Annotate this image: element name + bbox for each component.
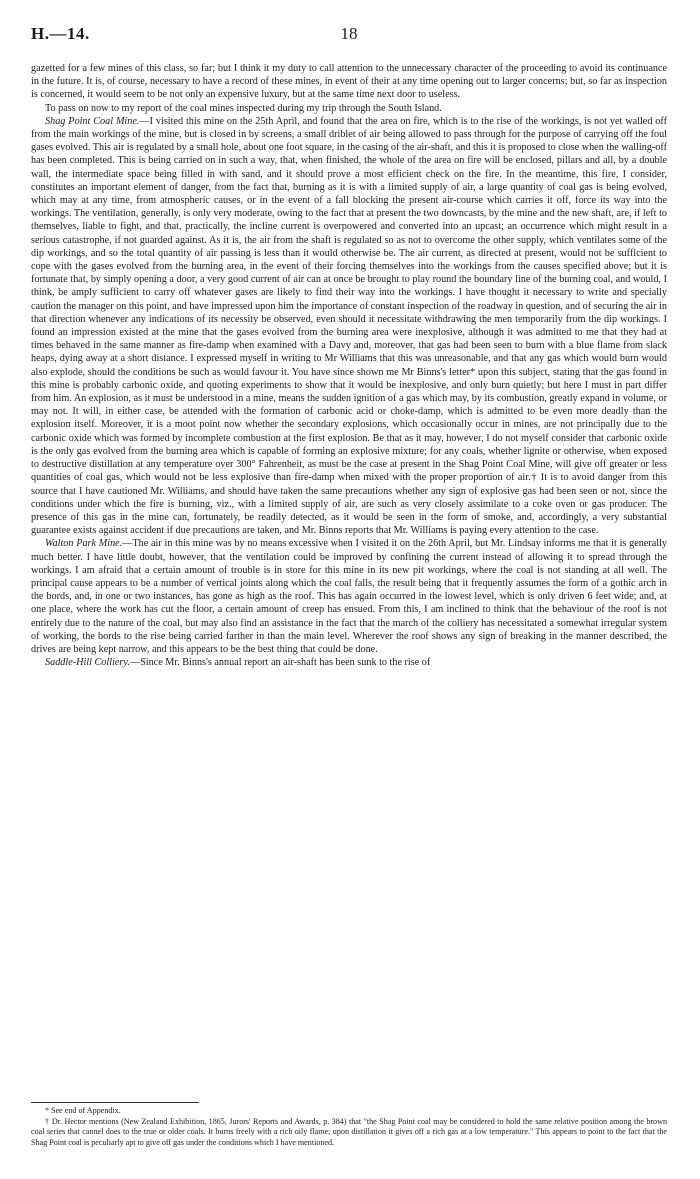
paragraph-gazetted-mines: gazetted for a few mines of this class, so far; but I think it my duty to call attention to the unnecessary character of the proceeding to avoid its continuance in the future. It is, of course, necessary to have a record of these mines, in event of their at any time opening out to larger concerns; but, so far as inspection is concerned, it would seem to be not only an expensive luxury, but at the same time next door to useless. xyxy=(31,63,667,101)
section-title-shag-point: Shag Point Coal Mine. xyxy=(45,115,140,127)
paragraph-south-island-intro: To pass on now to my report of the coal mines inspected during my trip through the South Island. xyxy=(45,102,442,114)
document-code: H.—14. xyxy=(31,24,90,43)
footnote-appendix: * See end of Appendix. xyxy=(45,1106,121,1115)
report-body xyxy=(31,62,667,669)
page-number: 18 xyxy=(340,24,358,43)
section-title-walton-park: Walton Park Mine. xyxy=(45,538,123,550)
footnote-divider xyxy=(31,1102,199,1103)
footnotes xyxy=(31,1106,667,1148)
page-header xyxy=(31,24,667,48)
footnote-dr-hector: † Dr. Hector mentions (New Zealand Exhibition, 1865, Jurors' Reports and Awards, p. 384) that "the Shag Point coal may be considered to hold the same relative position among the brown coal series that cannel does to the true or older coals. It burns freely with a rich oily flame; upon distillation it gives off a rich gas at a low temperature." This appears to point to the fact that the Shag Point coal is peculiarly apt to give off gas under the conditions which I have mentioned. xyxy=(31,1116,667,1147)
section-title-saddle-hill: Saddle-Hill Colliery. xyxy=(45,657,130,669)
paragraph-saddle-hill: Saddle-Hill Colliery.—Since Mr. Binns's annual report an air-shaft has been sunk to the rise of xyxy=(45,657,431,669)
paragraph-shag-point: Shag Point Coal Mine.—I visited this mine on the 25th April, and found that the area on fire, which is to the rise of the workings, is not yet walled off from the main workings of the mine, but is closed in by screens, a small driblet of air being allowed to pass through for the purpose of carrying off the foul gases evolved. This air is regulated by a small hole, about one foot square, in the casing of the air-shaft, and this it is proposed to close when the walling-off has been completed. This is being carried on in such a way, that, when finished, the whole of the area on fire will be enclosed, pillars and all, by a double wall, the intermediate space being filled in with sand, and it should prove a most efficient check on the fire. In the meantime, this fire, I consider, constitutes an important element of danger, from the fact that, burning as it is with a limited supply of air, a large quantity of coal gas is being evolved, which may at any time, from atmospheric causes, or in the event of a fall blocking the present air-course which carries it off, force its way into the workings. The ventilation, generally, is only very moderate, owing to the fact that at present the two downcasts, by the mine and the new shaft, are, if left to themselves, liable to fight, and that, practically, the incline current is overpowered and converted into an upcast; an occurrence which might result in a serious catastrophe, if not guarded against. As it is, the air from the shaft is regulated so as not to overcome the other supply, which ventilates some of the dip workings, and so the total quantity of air passing is less than it would otherwise be. The air current, as directed at present, would not be sufficient to cope with the gases evolved from the burning area, in the event of their forcing themselves into the workings from the causes specified above; but it is fortunate that, by simply opening a door, a very good current of air can at once be brought to play round the boundary line of the burning coal, and would, I think, be amply sufficient to carry off whatever gases are likely to find their way into the workings. I have thought it necessary to write and specially caution the manager on this point, and have impressed upon him the importance of constant inspection of the roadway in question, and of securing the air in that direction whenever any indications of its necessity be observed, even should it necessitate withdrawing the men temporarily from the dip workings. I found an impression existed at the mine that the gases evolved from the burning area were inexplosive, although it was admitted to me that they had at times behaved in the same manner as fire-damp when examined with a Davy and, moreover, that gas had been seen to burn with a blue flame from slack heaps, dying away at a short distance. I expressed myself in writing to Mr Williams that this was unreasonable, and that any gas which would burn would also explode, should the conditions be such as would favour it. You have since shown me Mr Binns's letter* upon this subject, stating that the gas found in this mine is probably carbonic oxide, and quoting experiments to show that it would be inexplosive, and only burn quietly; but here I must in part differ from him. An explosion, as it must be understood in a mine, means the sudden ignition of a gas which may, by its combustion, greatly expand in volume, or may not. It will, in either case, be attended with the formation of carbonic acid or choke-damp, which is admitted to be even more deadly than the explosion itself. Moreover, it is a moot point now whether the secondary explosions, which occasionally occur in mines, are not principally due to the carbonic oxide which was formed by incomplete combustion at the first explosion. Be that as it may, however, I do not myself consider that carbonic oxide is the only gas evolved from the burning area which is capable of forming an explosive mixture; for any coals, whether lignite or otherwise, when exposed to destructive distillation at any temperature over 300° Fahrenheit, as must be the case at present in the Shag Point Coal Mine, will give off greater or less quantities of coal gas, which would not be less explosive than fire-damp when mixed with the proper proportion of air.† It is to avoid danger from this source that I have cautioned Mr. Williams, and should have taken the same precautions whether any sign of explosive gas had been seen or not, since the conditions under which the fire is burning, viz., with a limited supply of air, are such as very closely assimilate to a coke oven or gas producer. The presence of this gas in the mine can, fortunately, be readily detected, as it would be seen in the form of smoke, and, accordingly, a very substantial guarantee exists against accident if due precautions are taken, and Mr. Binns reports that Mr. Williams is paying every attention to the case. xyxy=(31,115,667,537)
paragraph-walton-park: Walton Park Mine.—The air in this mine was by no means excessive when I visited it on the 26th April, but Mr. Lindsay informs me that it is generally much better. I have little doubt, however, that the ventilation could be improved by confining the current instead of allowing it to spread through the workings. I am afraid that a certain amount of trouble is in store for this mine in its new pit workings, where the coal is not standing at all well. The principal cause appears to be a number of vertical joints along which the coal falls, the result being that it frequently assumes the form of a gothic arch in the bords, and, in one or two instances, has gone as high as the roof. This has again occurred in the lowest level, which is only driven 6 feet wide; and, at one place, where the work has cut the floor, a certain amount of creep has ensued. From this, I am inclined to think that the behaviour of the roof is not entirely due to the nature of the coal, but may also find an assistance in the fact that the march of the colliery has necessitated a somewhat irregular system of working, the bords to the rise being carried farther in than the main level. Wherever the roof shows any sign of breaking in the manner described, the drives are being kept narrow, and this appears to be the best thing that could be done. xyxy=(31,538,667,655)
